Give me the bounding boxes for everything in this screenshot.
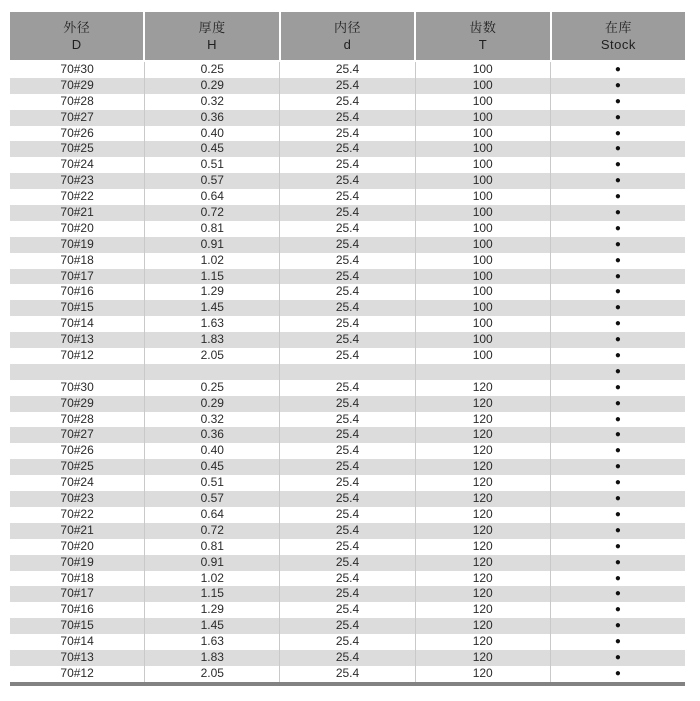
cell-teeth: 120 (416, 443, 551, 459)
stock-dot-icon: ● (614, 191, 621, 203)
stock-dot-icon: ● (614, 222, 621, 234)
header-inner-diameter-zh: 内径 (334, 20, 362, 35)
cell-inner-diameter: 25.4 (280, 189, 415, 205)
cell-outer-diameter: 70#13 (10, 332, 145, 348)
cell-inner-diameter: 25.4 (280, 94, 415, 110)
cell-thickness: 1.02 (145, 253, 280, 269)
cell-inner-diameter: 25.4 (280, 141, 415, 157)
stock-dot-icon: ● (614, 540, 621, 552)
cell-teeth: 120 (416, 523, 551, 539)
cell-outer-diameter: 70#18 (10, 253, 145, 269)
stock-dot-icon: ● (614, 286, 621, 298)
cell-inner-diameter: 25.4 (280, 110, 415, 126)
cell-thickness: 0.45 (145, 459, 280, 475)
stock-dot-icon: ● (614, 238, 621, 250)
cell-teeth: 100 (416, 126, 551, 142)
stock-dot-icon: ● (614, 397, 621, 409)
cell-inner-diameter: 25.4 (280, 221, 415, 237)
header-thickness-zh: 厚度 (198, 20, 226, 35)
cell-teeth: 120 (416, 618, 551, 634)
cell-teeth: 100 (416, 237, 551, 253)
cell-stock (551, 634, 685, 650)
cell-thickness: 0.91 (145, 555, 280, 571)
cell-teeth: 100 (416, 205, 551, 221)
cell-stock (551, 650, 685, 666)
cell-thickness: 1.15 (145, 586, 280, 602)
cell-inner-diameter: 25.4 (280, 618, 415, 634)
cell-stock (551, 189, 685, 205)
cell-teeth: 120 (416, 602, 551, 618)
table-row (10, 523, 685, 539)
cell-outer-diameter: 70#24 (10, 475, 145, 491)
cell-outer-diameter: 70#18 (10, 571, 145, 587)
cell-outer-diameter: 70#21 (10, 205, 145, 221)
cell-thickness: 0.32 (145, 94, 280, 110)
stock-dot-icon: ● (614, 143, 621, 155)
cell-thickness: 0.29 (145, 78, 280, 94)
cell-stock (551, 555, 685, 571)
cell-thickness: 1.29 (145, 602, 280, 618)
cell-stock (551, 412, 685, 428)
cell-outer-diameter: 70#20 (10, 539, 145, 555)
cell-thickness: 0.51 (145, 475, 280, 491)
cell-outer-diameter: 70#24 (10, 157, 145, 173)
cell-teeth: 120 (416, 586, 551, 602)
cell-teeth: 100 (416, 284, 551, 300)
stock-dot-icon: ● (614, 111, 621, 123)
cell-teeth: 120 (416, 571, 551, 587)
cell-teeth: 100 (416, 269, 551, 285)
cell-teeth: 120 (416, 666, 551, 682)
header-outer-diameter-en: D (71, 37, 82, 52)
cell-outer-diameter: 70#15 (10, 300, 145, 316)
table-row (10, 284, 685, 300)
cell-stock (551, 364, 685, 380)
cell-outer-diameter: 70#12 (10, 348, 145, 364)
cell-teeth: 120 (416, 555, 551, 571)
cell-thickness: 0.81 (145, 221, 280, 237)
stock-dot-icon: ● (614, 302, 621, 314)
cell-inner-diameter: 25.4 (280, 602, 415, 618)
table-row (10, 110, 685, 126)
cell-thickness: 0.36 (145, 110, 280, 126)
cell-stock (551, 523, 685, 539)
stock-dot-icon: ● (614, 524, 621, 536)
stock-dot-icon: ● (614, 572, 621, 584)
cell-inner-diameter: 25.4 (280, 237, 415, 253)
table-body (10, 62, 685, 686)
cell-thickness: 1.29 (145, 284, 280, 300)
cell-stock (551, 110, 685, 126)
cell-teeth: 100 (416, 157, 551, 173)
cell-stock (551, 237, 685, 253)
table-row (10, 443, 685, 459)
cell-inner-diameter: 25.4 (280, 396, 415, 412)
cell-inner-diameter: 25.4 (280, 126, 415, 142)
table-row (10, 602, 685, 618)
header-inner-diameter (281, 12, 414, 60)
table-row (10, 475, 685, 491)
cell-inner-diameter: 25.4 (280, 62, 415, 78)
cell-teeth: 100 (416, 253, 551, 269)
table-row (10, 237, 685, 253)
table-row (10, 555, 685, 571)
header-stock-en: Stock (600, 37, 636, 52)
cell-thickness: 0.40 (145, 443, 280, 459)
cell-inner-diameter: 25.4 (280, 173, 415, 189)
cell-teeth: 120 (416, 412, 551, 428)
cell-inner-diameter: 25.4 (280, 650, 415, 666)
table-row (10, 634, 685, 650)
cell-inner-diameter: 25.4 (280, 332, 415, 348)
cell-outer-diameter: 70#14 (10, 316, 145, 332)
cell-outer-diameter: 70#19 (10, 237, 145, 253)
cell-thickness: 1.15 (145, 269, 280, 285)
cell-outer-diameter: 70#17 (10, 269, 145, 285)
cell-outer-diameter: 70#14 (10, 634, 145, 650)
table-row (10, 316, 685, 332)
cell-stock (551, 571, 685, 587)
table-row (10, 189, 685, 205)
cell-outer-diameter: 70#28 (10, 94, 145, 110)
stock-dot-icon: ● (614, 95, 621, 107)
cell-thickness: 0.72 (145, 205, 280, 221)
cell-inner-diameter (280, 364, 415, 380)
cell-thickness: 1.45 (145, 618, 280, 634)
stock-dot-icon: ● (614, 461, 621, 473)
stock-dot-icon: ● (614, 175, 621, 187)
stock-dot-icon: ● (614, 64, 621, 75)
cell-teeth: 120 (416, 396, 551, 412)
cell-inner-diameter: 25.4 (280, 507, 415, 523)
stock-dot-icon: ● (614, 207, 621, 219)
table-row (10, 205, 685, 221)
cell-thickness: 0.57 (145, 491, 280, 507)
stock-dot-icon: ● (614, 445, 621, 457)
table-row (10, 62, 685, 78)
cell-outer-diameter: 70#30 (10, 62, 145, 78)
cell-stock (551, 284, 685, 300)
stock-dot-icon: ● (614, 413, 621, 425)
stock-dot-icon: ● (614, 604, 621, 616)
table-row (10, 141, 685, 157)
cell-thickness: 0.72 (145, 523, 280, 539)
table-row (10, 364, 685, 380)
table-row (10, 173, 685, 189)
cell-inner-diameter: 25.4 (280, 380, 415, 396)
cell-inner-diameter: 25.4 (280, 269, 415, 285)
cell-stock (551, 157, 685, 173)
cell-stock (551, 173, 685, 189)
cell-teeth: 100 (416, 62, 551, 78)
table-header (10, 12, 685, 60)
header-inner-diameter-en: d (343, 37, 352, 52)
table-row (10, 459, 685, 475)
table-row (10, 380, 685, 396)
cell-thickness: 1.63 (145, 634, 280, 650)
header-teeth-zh: 齿数 (469, 20, 497, 35)
table-row (10, 269, 685, 285)
cell-outer-diameter: 70#27 (10, 427, 145, 443)
cell-thickness: 0.64 (145, 507, 280, 523)
cell-thickness: 0.81 (145, 539, 280, 555)
cell-teeth: 120 (416, 475, 551, 491)
cell-teeth: 120 (416, 507, 551, 523)
cell-teeth: 100 (416, 332, 551, 348)
table-row (10, 650, 685, 666)
cell-thickness: 0.64 (145, 189, 280, 205)
stock-dot-icon: ● (614, 254, 621, 266)
cell-stock (551, 380, 685, 396)
cell-stock (551, 94, 685, 110)
cell-outer-diameter: 70#29 (10, 396, 145, 412)
header-thickness (145, 12, 278, 60)
cell-inner-diameter: 25.4 (280, 571, 415, 587)
cell-stock (551, 221, 685, 237)
stock-dot-icon: ● (614, 620, 621, 632)
stock-dot-icon: ● (614, 651, 621, 663)
cell-inner-diameter: 25.4 (280, 475, 415, 491)
cell-thickness: 0.40 (145, 126, 280, 142)
cell-stock (551, 666, 685, 682)
stock-dot-icon: ● (614, 477, 621, 489)
cell-thickness: 0.29 (145, 396, 280, 412)
table-row (10, 586, 685, 602)
stock-dot-icon: ● (614, 493, 621, 505)
cell-teeth: 100 (416, 141, 551, 157)
table-row (10, 507, 685, 523)
cell-teeth: 100 (416, 221, 551, 237)
cell-teeth: 100 (416, 316, 551, 332)
stock-dot-icon: ● (614, 636, 621, 648)
table-row (10, 571, 685, 587)
cell-stock (551, 602, 685, 618)
cell-stock (551, 316, 685, 332)
table-row (10, 412, 685, 428)
table-row (10, 539, 685, 555)
cell-thickness: 0.32 (145, 412, 280, 428)
stock-dot-icon: ● (614, 508, 621, 520)
cell-outer-diameter: 70#22 (10, 507, 145, 523)
cell-inner-diameter: 25.4 (280, 586, 415, 602)
cell-teeth: 120 (416, 491, 551, 507)
cell-thickness: 2.05 (145, 666, 280, 682)
table-row (10, 253, 685, 269)
cell-stock (551, 62, 685, 78)
cell-teeth: 100 (416, 173, 551, 189)
cell-inner-diameter: 25.4 (280, 78, 415, 94)
table-row (10, 157, 685, 173)
cell-teeth: 120 (416, 459, 551, 475)
table-row (10, 78, 685, 94)
cell-thickness: 1.83 (145, 650, 280, 666)
table-row (10, 618, 685, 634)
cell-thickness: 1.83 (145, 332, 280, 348)
cell-teeth: 100 (416, 110, 551, 126)
cell-outer-diameter: 70#23 (10, 173, 145, 189)
cell-outer-diameter: 70#19 (10, 555, 145, 571)
cell-outer-diameter (10, 364, 145, 380)
cell-outer-diameter: 70#27 (10, 110, 145, 126)
cell-thickness: 0.51 (145, 157, 280, 173)
cell-teeth: 100 (416, 348, 551, 364)
table-row (10, 491, 685, 507)
cell-inner-diameter: 25.4 (280, 491, 415, 507)
cell-inner-diameter: 25.4 (280, 316, 415, 332)
cell-thickness: 1.63 (145, 316, 280, 332)
cell-thickness: 1.45 (145, 300, 280, 316)
table-row (10, 332, 685, 348)
cell-stock (551, 507, 685, 523)
cell-thickness: 0.45 (145, 141, 280, 157)
cell-outer-diameter: 70#28 (10, 412, 145, 428)
cell-inner-diameter: 25.4 (280, 205, 415, 221)
table-row (10, 427, 685, 443)
cell-outer-diameter: 70#21 (10, 523, 145, 539)
cell-inner-diameter: 25.4 (280, 634, 415, 650)
cell-stock (551, 539, 685, 555)
stock-dot-icon: ● (614, 79, 621, 91)
cell-teeth: 100 (416, 94, 551, 110)
stock-dot-icon: ● (614, 556, 621, 568)
cell-inner-diameter: 25.4 (280, 523, 415, 539)
cell-outer-diameter: 70#15 (10, 618, 145, 634)
table-row (10, 126, 685, 142)
header-stock (552, 12, 685, 60)
cell-teeth: 120 (416, 427, 551, 443)
cell-stock (551, 586, 685, 602)
cell-outer-diameter: 70#25 (10, 141, 145, 157)
cell-teeth: 100 (416, 300, 551, 316)
cell-outer-diameter: 70#16 (10, 284, 145, 300)
cell-inner-diameter: 25.4 (280, 284, 415, 300)
header-teeth-en: T (478, 37, 488, 52)
stock-dot-icon: ● (614, 365, 621, 377)
cell-stock (551, 443, 685, 459)
cell-teeth (416, 364, 551, 380)
cell-inner-diameter: 25.4 (280, 253, 415, 269)
cell-teeth: 100 (416, 78, 551, 94)
cell-teeth: 100 (416, 189, 551, 205)
spec-table (10, 12, 685, 686)
stock-dot-icon: ● (614, 429, 621, 441)
cell-inner-diameter: 25.4 (280, 459, 415, 475)
cell-stock (551, 332, 685, 348)
cell-outer-diameter: 70#16 (10, 602, 145, 618)
cell-teeth: 120 (416, 539, 551, 555)
cell-inner-diameter: 25.4 (280, 348, 415, 364)
cell-stock (551, 253, 685, 269)
table-row (10, 221, 685, 237)
cell-thickness: 1.02 (145, 571, 280, 587)
table-row (10, 396, 685, 412)
cell-stock (551, 396, 685, 412)
cell-thickness: 0.25 (145, 62, 280, 78)
cell-teeth: 120 (416, 634, 551, 650)
header-outer-diameter (10, 12, 143, 60)
cell-stock (551, 269, 685, 285)
cell-stock (551, 141, 685, 157)
cell-outer-diameter: 70#25 (10, 459, 145, 475)
cell-stock (551, 348, 685, 364)
stock-dot-icon: ● (614, 127, 621, 139)
cell-inner-diameter: 25.4 (280, 427, 415, 443)
cell-outer-diameter: 70#12 (10, 666, 145, 682)
cell-thickness: 0.25 (145, 380, 280, 396)
stock-dot-icon: ● (614, 667, 621, 679)
cell-thickness (145, 364, 280, 380)
cell-outer-diameter: 70#30 (10, 380, 145, 396)
cell-inner-diameter: 25.4 (280, 412, 415, 428)
cell-outer-diameter: 70#29 (10, 78, 145, 94)
cell-thickness: 0.36 (145, 427, 280, 443)
cell-stock (551, 300, 685, 316)
stock-dot-icon: ● (614, 350, 621, 362)
table-row (10, 94, 685, 110)
cell-outer-diameter: 70#20 (10, 221, 145, 237)
stock-dot-icon: ● (614, 334, 621, 346)
header-stock-zh: 在库 (604, 20, 632, 35)
table-row (10, 348, 685, 364)
cell-inner-diameter: 25.4 (280, 443, 415, 459)
cell-inner-diameter: 25.4 (280, 666, 415, 682)
cell-teeth: 120 (416, 380, 551, 396)
cell-outer-diameter: 70#23 (10, 491, 145, 507)
cell-thickness: 0.91 (145, 237, 280, 253)
stock-dot-icon: ● (614, 381, 621, 393)
cell-stock (551, 427, 685, 443)
stock-dot-icon: ● (614, 588, 621, 600)
cell-inner-diameter: 25.4 (280, 539, 415, 555)
cell-outer-diameter: 70#26 (10, 443, 145, 459)
stock-dot-icon: ● (614, 159, 621, 171)
cell-stock (551, 78, 685, 94)
cell-inner-diameter: 25.4 (280, 157, 415, 173)
cell-stock (551, 205, 685, 221)
cell-stock (551, 475, 685, 491)
cell-outer-diameter: 70#13 (10, 650, 145, 666)
cell-stock (551, 459, 685, 475)
header-teeth (416, 12, 549, 60)
cell-stock (551, 491, 685, 507)
cell-stock (551, 126, 685, 142)
cell-outer-diameter: 70#26 (10, 126, 145, 142)
cell-inner-diameter: 25.4 (280, 555, 415, 571)
header-outer-diameter-zh: 外径 (63, 20, 91, 35)
cell-stock (551, 618, 685, 634)
cell-thickness: 2.05 (145, 348, 280, 364)
stock-dot-icon: ● (614, 270, 621, 282)
table-row (10, 666, 685, 682)
cell-outer-diameter: 70#17 (10, 586, 145, 602)
cell-teeth: 120 (416, 650, 551, 666)
cell-inner-diameter: 25.4 (280, 300, 415, 316)
header-thickness-en: H (207, 37, 218, 52)
stock-dot-icon: ● (614, 318, 621, 330)
cell-thickness: 0.57 (145, 173, 280, 189)
table-row (10, 300, 685, 316)
cell-outer-diameter: 70#22 (10, 189, 145, 205)
